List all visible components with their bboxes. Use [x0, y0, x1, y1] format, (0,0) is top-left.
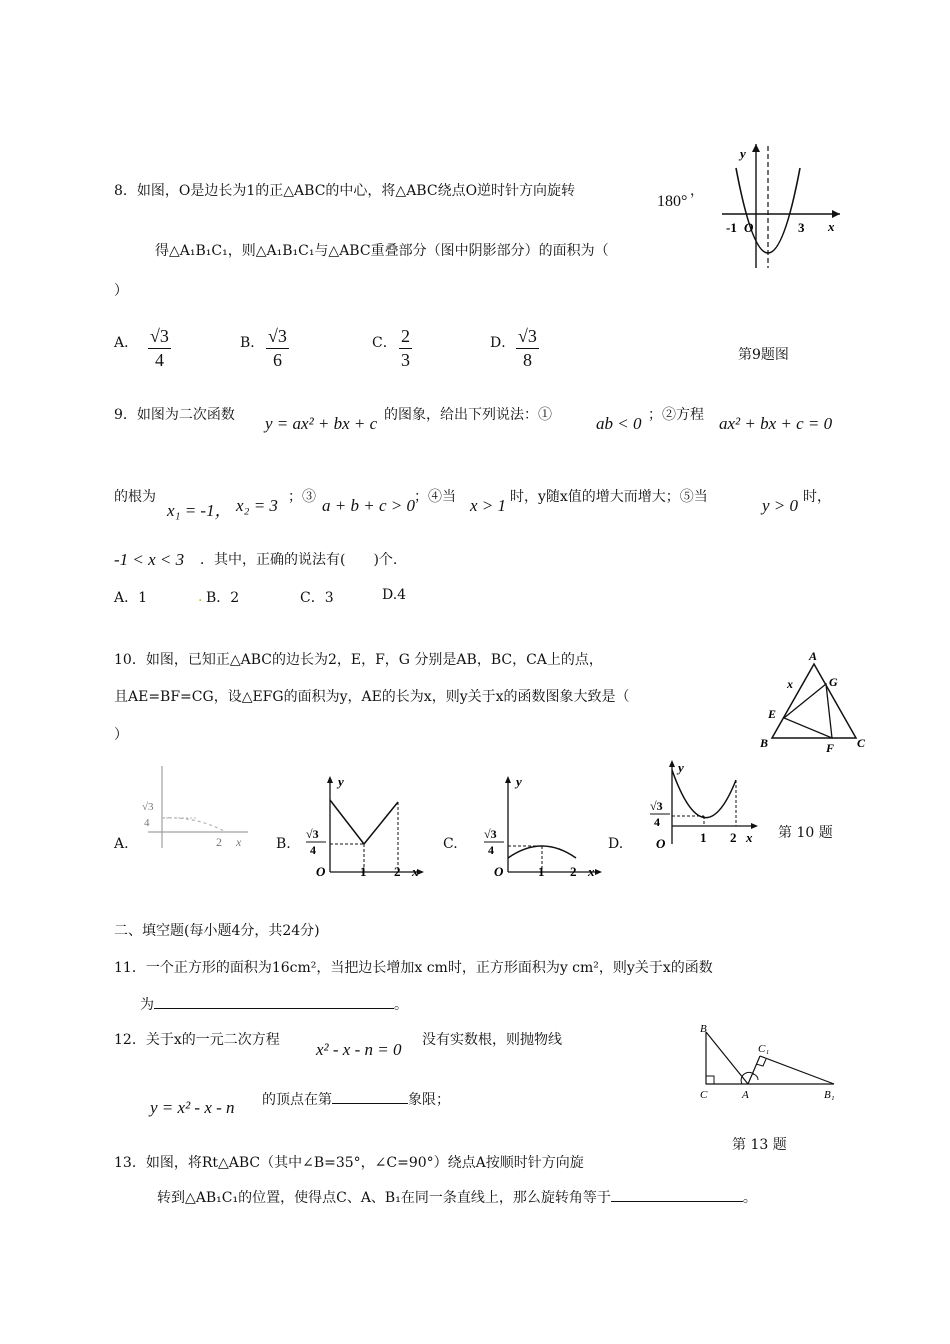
- q8-option-c: $\frac{2}{3}$: [401, 326, 410, 370]
- q8-line1: 8．如图，O是边长为1的正△ABC的中心，将△ABC绕点O逆时针方向旋转: [114, 183, 576, 199]
- q9-text-9: ．其中，正确的说法有( )个.: [200, 552, 398, 568]
- q9-statement-4: x > 1: [470, 496, 507, 515]
- fig9-caption: 第9题图: [738, 347, 789, 363]
- q10-line2: 且AE=BF=CG，设△EFG的面积为y，AE的长为x，则y关于x的函数图象大致是（: [114, 689, 630, 705]
- q8-line2: 得△A₁B₁C₁，则△A₁B₁C₁与△ABC重叠部分（图中阴影部分）的面积为（: [155, 243, 609, 259]
- q10-option-d-graph: [644, 756, 764, 856]
- q10-option-b-graph: [300, 772, 430, 884]
- q9-text-4: 的根为: [114, 489, 156, 505]
- q10-option-d-label: D.: [608, 836, 624, 852]
- graph-a-sqrt3: √3: [142, 801, 154, 813]
- graph-c-one: 1: [538, 864, 545, 879]
- q8-option-b: $\frac{√3}{6}$: [268, 326, 287, 370]
- fig10-label-g: G: [829, 675, 838, 689]
- graph-d-sqrt3: √3: [650, 799, 663, 813]
- fig10-label-a: A: [809, 649, 818, 663]
- q10-option-b-label: B.: [276, 836, 291, 852]
- q9-option-b: B．2: [206, 590, 240, 606]
- q12-answer-blank[interactable]: [332, 1103, 408, 1104]
- fig13-label-a: A: [742, 1089, 749, 1101]
- q9-statement-1: ab < 0: [596, 414, 642, 433]
- q9-equation: y = ax² + bx + c: [265, 414, 378, 433]
- graph-d-one: 1: [700, 830, 707, 845]
- graph-b-y: y: [338, 774, 344, 789]
- fig10-label-f: F: [826, 741, 835, 755]
- fig13-label-c1: C₁: [758, 1043, 770, 1055]
- q8-option-a-label: A．: [114, 335, 139, 351]
- q9-text-7: 时，y随x值的增大而增大；⑤当: [510, 489, 708, 505]
- q9-statement-5-range: -1 < x < 3: [114, 550, 185, 569]
- graph-a-four: 4: [144, 817, 150, 829]
- fig10-label-b: B: [760, 736, 769, 750]
- graph-d-origin: O: [656, 836, 666, 851]
- graph-d-four: 4: [654, 815, 660, 829]
- graph-c-origin: O: [494, 864, 504, 879]
- q12-text-1: 12．关于x的一元二次方程: [114, 1032, 280, 1048]
- q10-option-a-label: A.: [114, 836, 129, 852]
- q8-option-a: $\frac{√3}{4}$: [150, 326, 169, 370]
- q8-line1-end: ，: [690, 183, 704, 199]
- q12-text-2: 没有实数根，则抛物线: [422, 1032, 562, 1048]
- q9-root-1: x₁ = -1，: [167, 501, 232, 520]
- q8-line3: ）: [114, 283, 128, 299]
- graph-d-x: x: [746, 830, 753, 845]
- fig9-x-label: x: [828, 219, 835, 234]
- q9-option-c: C．3: [300, 590, 334, 606]
- fig13-label-b1: B₁: [824, 1089, 835, 1101]
- fig10-label-c: C: [857, 736, 866, 750]
- q11-line2: 为 。: [140, 997, 408, 1013]
- q10-option-a-graph: [136, 758, 254, 854]
- q9-text-6: ；④当: [414, 489, 456, 505]
- q9-text-3: ；②方程: [648, 407, 704, 423]
- q8-option-d: $\frac{√3}{8}$: [518, 326, 537, 370]
- q13-line1: 13．如图，将Rt△ABC（其中∠B=35°，∠C=90°）绕点A按顺时针方向旋: [114, 1155, 584, 1171]
- stray-dot: .: [198, 589, 203, 605]
- fig9-tick-3: 3: [798, 220, 805, 235]
- q8-option-b-label: B．: [240, 335, 265, 351]
- q9-statement-5: y > 0: [762, 496, 799, 515]
- q10-line3: ）: [114, 727, 128, 743]
- graph-a-two: 2: [216, 835, 222, 849]
- fig13-caption: 第 13 题: [732, 1137, 787, 1153]
- q12-equation: x² - x - n = 0: [316, 1040, 402, 1059]
- q8-option-c-label: C．: [372, 335, 397, 351]
- q9-statement-3: a + b + c > 0: [322, 496, 415, 515]
- q10-option-c-graph: [478, 772, 608, 884]
- section-2-heading: 二、填空题(每小题4分，共24分): [114, 923, 320, 939]
- graph-b-x: x: [412, 864, 419, 879]
- fig10-caption: 第 10 题: [778, 825, 833, 841]
- graph-c-x: x: [588, 864, 595, 879]
- q9-text-1: 9．如图为二次函数: [114, 407, 235, 423]
- q9-option-a: A．1: [114, 590, 148, 606]
- figure-10-triangle: [754, 646, 869, 756]
- q9-text-8: 时，: [803, 489, 831, 505]
- q13-line2: 转到△AB₁C₁的位置，使得点C、A、B₁在同一条直线上，那么旋转角等于 。: [157, 1190, 757, 1206]
- graph-b-one: 1: [360, 864, 367, 879]
- q13-answer-blank[interactable]: [611, 1201, 743, 1202]
- graph-d-y: y: [678, 760, 684, 775]
- q9-text-2: 的图象，给出下列说法：①: [384, 407, 552, 423]
- graph-b-origin: O: [316, 864, 326, 879]
- graph-a-x: x: [236, 835, 242, 849]
- graph-d-two: 2: [730, 830, 737, 845]
- fig9-tick-origin: O: [744, 220, 754, 235]
- q9-option-d: D.4: [382, 587, 407, 603]
- q10-option-c-label: C.: [443, 836, 458, 852]
- fig9-y-label: y: [740, 146, 746, 161]
- q9-statement-2-eq: ax² + bx + c = 0: [719, 414, 833, 433]
- q9-text-5: ；③: [288, 489, 316, 505]
- fig9-tick-neg1: -1: [726, 220, 737, 235]
- figure-9-parabola: [718, 138, 848, 273]
- q11-answer-blank[interactable]: [154, 1008, 394, 1009]
- graph-c-four: 4: [488, 843, 494, 857]
- q9-root-2: x₂ = 3: [236, 496, 278, 515]
- fig13-label-b: B: [700, 1023, 707, 1035]
- graph-b-two: 2: [394, 864, 401, 879]
- q8-option-d-label: D．: [490, 335, 516, 351]
- graph-b-sqrt3: √3: [306, 827, 319, 841]
- figure-13-rotation: [696, 1022, 846, 1108]
- q11-line1: 11．一个正方形的面积为16cm²，当把边长增加x cm时，正方形面积为y cm²，则y关于x的函数: [114, 960, 713, 976]
- q12-parabola: y = x² - x - n: [150, 1098, 235, 1117]
- q10-line1: 10．如图，已知正△ABC的边长为2，E，F，G 分别是AB，BC，CA上的点，: [114, 652, 603, 668]
- graph-c-sqrt3: √3: [484, 827, 497, 841]
- fig10-label-e: E: [768, 707, 777, 721]
- fig13-label-c: C: [700, 1089, 708, 1101]
- fig10-label-x: x: [787, 677, 793, 691]
- graph-c-y: y: [516, 774, 522, 789]
- graph-b-four: 4: [310, 843, 316, 857]
- q12-line2: 的顶点在第 象限；: [262, 1092, 450, 1108]
- q8-angle: 180°: [657, 193, 688, 210]
- graph-c-two: 2: [570, 864, 577, 879]
